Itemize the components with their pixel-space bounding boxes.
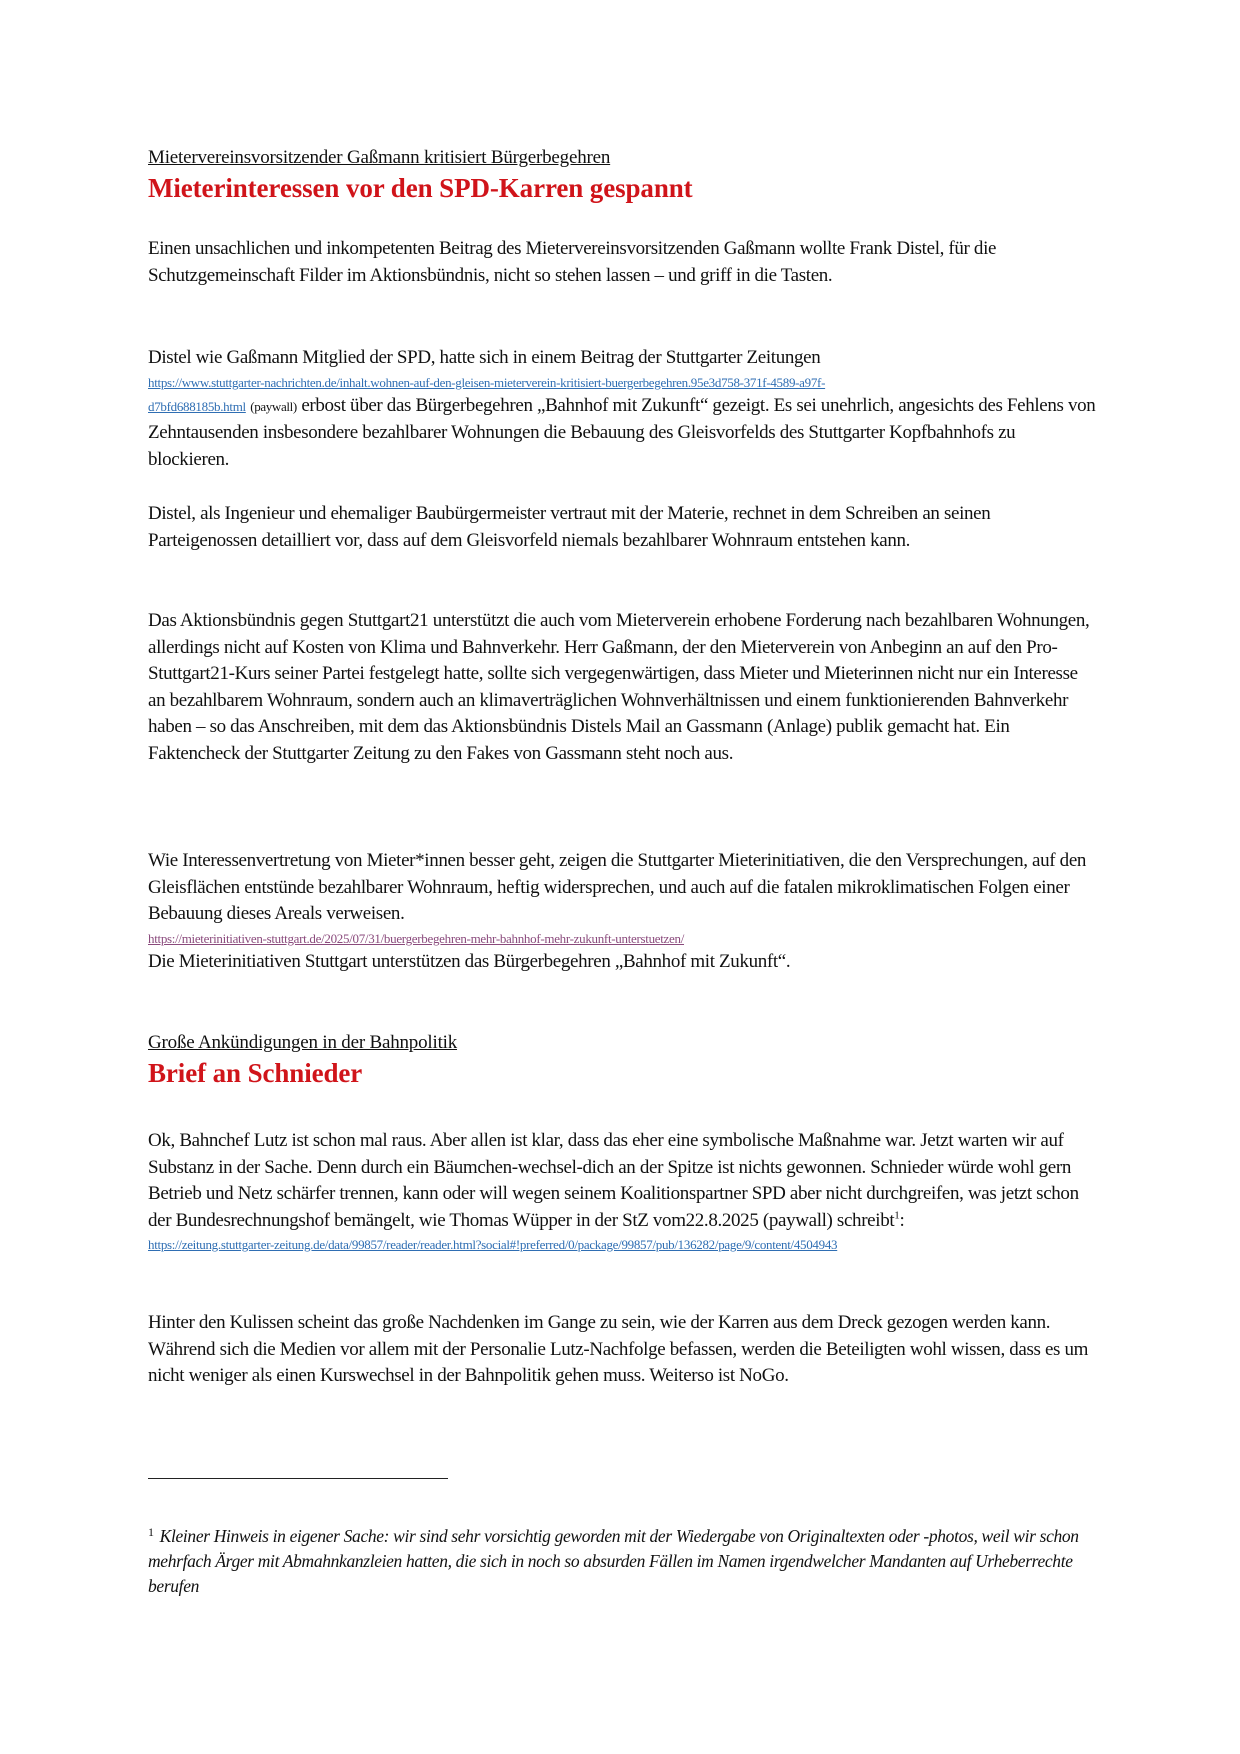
colon: : [899, 1209, 905, 1231]
stuttgarter-zeitung-reader-link[interactable]: https://zeitung.stuttgarter-zeitung.de/data/99857/reader/reader.html?social#!preferred/0/package/99857/pub/136282/page/9/content/4504943 [148, 1237, 838, 1252]
article1-kicker: Mietervereinsvorsitzender Gaßmann kritisiert Bürgerbegehren [148, 147, 611, 168]
footnote [148, 1520, 1098, 1599]
footnote-mark: 1 [148, 1525, 154, 1539]
article2-headline: Brief an Schnieder [148, 1058, 363, 1088]
article1-paragraph-3: Distel, als Ingenieur und ehemaliger Baubürgermeister vertraut mit der Materie, rechnet in dem Schreiben an seinen Parteigenossen detailliert vor, dass auf dem Gleisvorfeld niemals bezahlbarer Wohnraum entstehen kann. [148, 503, 991, 551]
footnote-text: Kleiner Hinweis in eigener Sache: wir sind sehr vorsichtig geworden mit der Wiedergabe von Originaltexten oder -photos, weil wir schon mehrfach Ärger mit Abmahnkanzleien hatten, die sich in noch so absurden Fällen im Namen irgendwelcher Mandanten auf Urheberrechte berufen [148, 1526, 1079, 1596]
article1-paragraph-2 [148, 345, 1098, 473]
article2-kicker: Große Ankündigungen in der Bahnpolitik [148, 1032, 458, 1053]
article1-paragraph-1: Einen unsachlichen und inkompetenten Beitrag des Mietervereinsvorsitzenden Gaßmann wollte Frank Distel, für die Schutzgemeinschaft Filder im Aktionsbündnis, nicht so stehen lassen – und griff in die Tasten. [148, 238, 997, 286]
paywall-note: (paywall) [250, 398, 297, 414]
article1-p5-closing: Die Mieterinitiativen Stuttgart unterstützen das Bürgerbegehren „Bahnhof mit Zukunft“. [148, 950, 791, 972]
article2-p1-text: Ok, Bahnchef Lutz ist schon mal raus. Aber allen ist klar, dass das eher eine symbolische Maßnahme war. Jetzt warten wir auf Substanz in der Sache. Denn durch ein Bäumchen-wechsel-dich an der Spitze ist nichts gewonnen. Schnieder würde wohl gern Betrieb und Netz schärfer trennen, kann oder will wegen seinem Koalitionspartner SPD aber nicht durchgreifen, was jetzt schon der Bundesrechnungshof bemängelt, wie Thomas Wüpper in der StZ vom22.8.2025 (paywall) schreibt [148, 1130, 1079, 1231]
article1-paragraph-4: Das Aktionsbündnis gegen Stuttgart21 unterstützt die auch vom Mieterverein erhobene Forderung nach bezahlbaren Wohnungen, allerdings nicht auf Kosten von Klima und Bahnverkehr. Herr Gaßmann, der den Mieterverein von Anbeginn an auf den Pro-Stuttgart21-Kurs seiner Partei festgelegt hatte, sollte sich vergegenwärtigen, dass Mieter und Mieterinnen nicht nur ein Interesse an bezahlbarem Wohnraum, sondern auch an klimaverträglichen Wohnverhältnissen und einem funktionierenden Bahnverkehr haben – so das Anschreiben, mit dem das Aktionsbündnis Distels Mail an Gassmann (Anlage) publik gemacht hat. Ein Faktencheck der Stuttgarter Zeitung zu den Fakes von Gassmann steht noch aus. [148, 610, 1090, 764]
stuttgarter-nachrichten-link-continued[interactable]: d7bfd688185b.html [148, 398, 246, 414]
mieterinitiativen-link[interactable]: https://mieterinitiativen-stuttgart.de/2025/07/31/buergerbegehren-mehr-bahnhof-mehr-zukunft-unterstuetzen/ [148, 930, 685, 946]
stuttgarter-nachrichten-link[interactable]: https://www.stuttgarter-nachrichten.de/inhalt.wohnen-auf-den-gleisen-mieterverein-kritisiert-buergerbegehren.95e3d758-371f-4589-a97f- [148, 374, 826, 390]
article1-p2-intro: Distel wie Gaßmann Mitglied der SPD, hatte sich in einem Beitrag der Stuttgarter Zeitungen [148, 347, 821, 368]
article1-p2-rest: erbost über das Bürgerbegehren „Bahnhof mit Zukunft“ gezeigt. Es sei unehrlich, angesichts des Fehlens von Zehntausenden insbesondere bezahlbarer Wohnungen die Bebauung des Gleisvorfelds des Stuttgarter Kopfbahnhofs zu blockieren. [148, 394, 1096, 470]
article1-p5-text: Wie Interessenvertretung von Mieter*innen besser geht, zeigen die Stuttgarter Mieterinitiativen, die den Versprechungen, auf den Gleisflächen entstünde bezahlbarer Wohnraum, heftig widersprechen, und auch auf die fatalen mikroklimatischen Folgen einer Bebauung dieses Areals verweisen. [148, 850, 1087, 924]
article1-headline: Mieterinteressen vor den SPD-Karren gespannt [148, 173, 693, 203]
article2-paragraph-2: Hinter den Kulissen scheint das große Nachdenken im Gange zu sein, wie der Karren aus dem Dreck gezogen werden kann. Während sich die Medien vor allem mit der Personalie Lutz-Nachfolge befassen, werden die Beteiligten wohl wissen, dass es um nicht weniger als einen Kurswechsel in der Bahnpolitik gehen muss. Weiterso ist NoGo. [148, 1312, 1089, 1386]
footnote-reference[interactable]: 1 [894, 1209, 900, 1222]
article2-paragraph-1 [148, 1128, 1098, 1255]
article1-paragraph-5 [148, 848, 1098, 975]
footnote-separator [148, 1478, 448, 1479]
